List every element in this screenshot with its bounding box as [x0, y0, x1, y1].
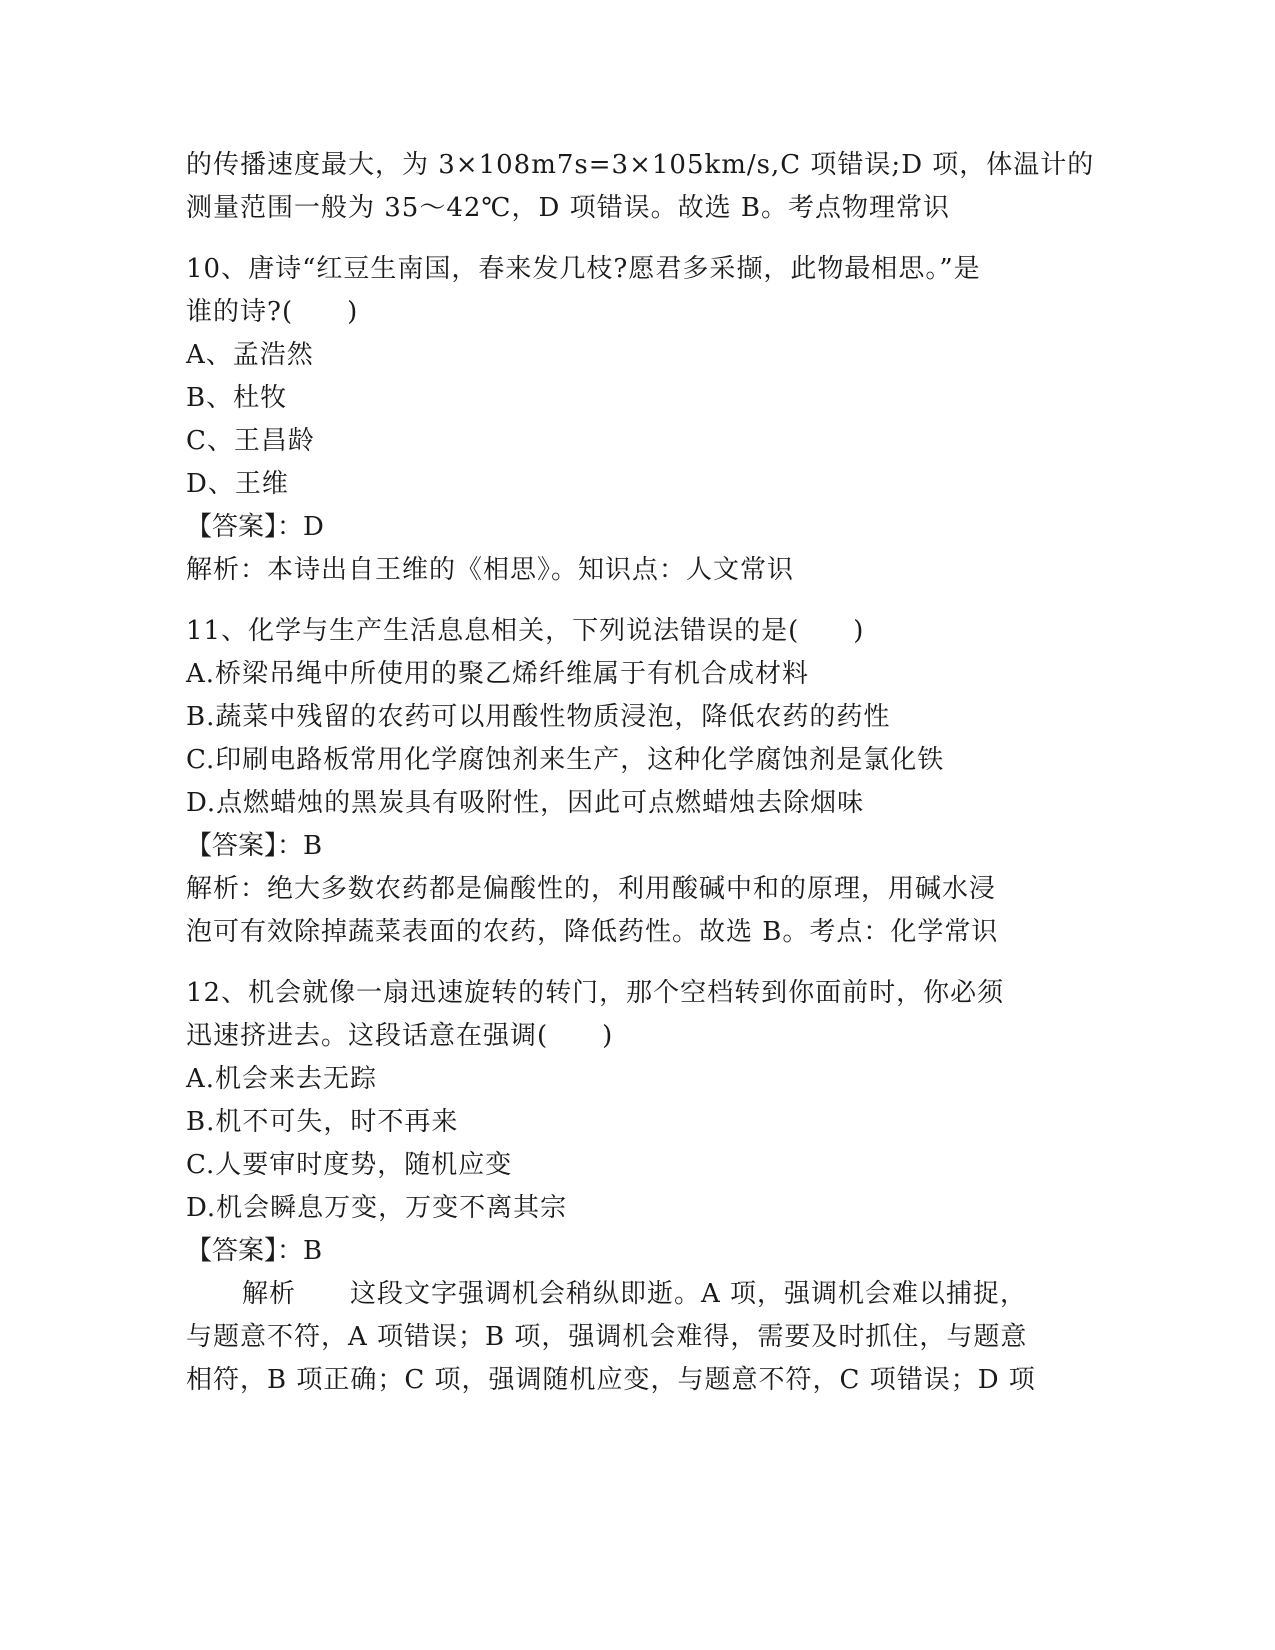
- question-9-explanation: [186, 144, 1095, 230]
- option-c: C.印刷电路板常用化学腐蚀剂来生产，这种化学腐蚀剂是氯化铁: [186, 745, 945, 775]
- question-stem: 谁的诗?( ): [186, 297, 359, 327]
- explanation-line: 泡可有效除掉蔬菜表面的农药，降低药性。故选 B。考点：化学常识: [186, 917, 999, 947]
- option-a: A.桥梁吊绳中所使用的聚乙烯纤维属于有机合成材料: [186, 659, 810, 689]
- question-12: [186, 972, 1086, 1402]
- question-11: [186, 610, 1086, 954]
- question-10: [186, 248, 1086, 592]
- explanation-line: 解析 这段文字强调机会稍纵即逝。A 项，强调机会难以捕捉，: [242, 1279, 1028, 1309]
- option-d: D.机会瞬息万变，万变不离其宗: [186, 1193, 568, 1223]
- document-body: [186, 144, 1095, 1402]
- option-b: B、杜牧: [186, 383, 288, 413]
- option-b: B.蔬菜中残留的农药可以用酸性物质浸泡，降低农药的药性: [186, 702, 891, 732]
- question-stem: 11、化学与生产生活息息相关，下列说法错误的是( ): [186, 616, 865, 646]
- explanation-line: 与题意不符，A 项错误；B 项，强调机会难得，需要及时抓住，与题意: [186, 1322, 1028, 1352]
- option-d: D.点燃蜡烛的黑炭具有吸附性，因此可点燃蜡烛去除烟味: [186, 788, 865, 818]
- answer-label: 【答案】：B: [186, 831, 323, 861]
- option-c: C、王昌龄: [186, 426, 315, 456]
- question-stem: 12、机会就像一扇迅速旋转的转门，那个空档转到你面前时，你必须: [186, 978, 1005, 1008]
- option-c: C.人要审时度势，随机应变: [186, 1150, 513, 1180]
- option-d: D、王维: [186, 469, 289, 499]
- option-b: B.机不可失，时不再来: [186, 1107, 459, 1137]
- option-a: A、孟浩然: [186, 340, 314, 370]
- explanation-line: 的传播速度最大，为 3×108m7s=3×105km/s,C 项错误;D 项，体温计的: [186, 150, 1095, 180]
- explanation-line: 测量范围一般为 35～42℃，D 项错误。故选 B。考点物理常识: [186, 193, 950, 223]
- explanation-line: 解析：本诗出自王维的《相思》。知识点：人文常识: [186, 555, 795, 585]
- question-stem: 10、唐诗“红豆生南国，春来发几枝?愿君多采撷，此物最相思。”是: [186, 254, 981, 284]
- option-a: A.机会来去无踪: [186, 1064, 378, 1094]
- question-stem: 迅速挤进去。这段话意在强调( ): [186, 1021, 614, 1051]
- answer-label: 【答案】：D: [186, 512, 324, 542]
- answer-label: 【答案】：B: [186, 1236, 323, 1266]
- explanation-line: 相符，B 项正确；C 项，强调随机应变，与题意不符，C 项错误；D 项: [186, 1365, 1036, 1395]
- explanation-line: 解析：绝大多数农药都是偏酸性的，利用酸碱中和的原理，用碱水浸: [186, 874, 997, 904]
